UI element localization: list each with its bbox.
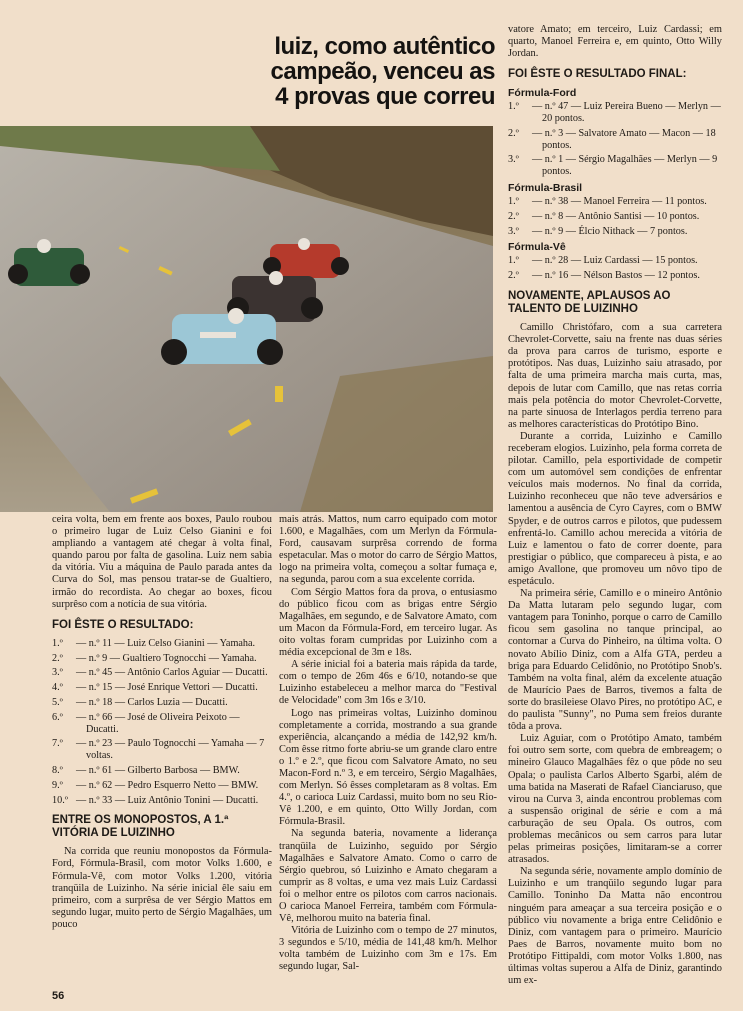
result-text: — n.º 16 — Nélson Bastos — 12 pontos. bbox=[532, 270, 700, 282]
results-title: FOI ÊSTE O RESULTADO: bbox=[52, 618, 194, 631]
result-text: — n.º 9 — Élcio Nithack — 7 pontos. bbox=[532, 225, 688, 237]
result-position: 1.º bbox=[508, 101, 519, 113]
result-position: 2.º bbox=[508, 210, 519, 222]
result-row bbox=[508, 128, 722, 152]
section-aplausos-title: NOVAMENTE, APLAUSOS AO TALENTO DE LUIZINHO bbox=[508, 290, 671, 316]
result-text: — n.º 33 — Luiz Antônio Tonini — Ducatti. bbox=[76, 794, 259, 806]
result-row bbox=[52, 780, 272, 792]
column-2 bbox=[279, 514, 497, 974]
result-position: 7.º bbox=[52, 738, 63, 750]
result-text: — n.º 15 — José Enrique Vettori — Ducatti. bbox=[76, 682, 258, 694]
col2-paragraph: Logo nas primeiras voltas, Luizinho dominou completamente a corrida, mostrando a sua grande experiência, alcançando a média de 142,92 km/h. Com êsse ritmo forte abriu-se um grande claro entre o 1.º e 2.º, que ficou com Salvatore Amato, no seu Macon-Ford n.º 3, e em terceiro, Sérgio Magalhães, com Merlyn. Só êsses completaram as 8 voltas. Em 4.º, o carioca Luiz Cardassi, muito bom no seu Rio-Vê 1.200, e em quinto, Otto Willy Jordan, com Fórmula-Brasil. bbox=[279, 707, 497, 828]
result-text: — n.º 18 — Carlos Luzia — Ducatti. bbox=[76, 696, 228, 708]
result-row bbox=[508, 154, 722, 178]
col3-intro-paragraph: vatore Amato; em terceiro, Luiz Cardassi; em quarto, Manoel Ferreira e, em quinto, Otto Willy Jordan. bbox=[508, 24, 722, 60]
headline-line-2: campeão, venceu as bbox=[270, 58, 495, 85]
result-row bbox=[508, 196, 722, 208]
result-text: — n.º 47 — Luiz Pereira Bueno — Merlyn — 20 pontos. bbox=[532, 101, 721, 125]
result-row bbox=[52, 667, 272, 679]
result-text: — n.º 11 — Luiz Celso Gianini — Yamaha. bbox=[76, 637, 256, 649]
headline bbox=[190, 34, 495, 109]
result-position: 2.º bbox=[508, 127, 519, 139]
final-results-title: FOI ÊSTE O RESULTADO FINAL: bbox=[508, 68, 687, 81]
result-position: 6.º bbox=[52, 711, 63, 723]
result-row bbox=[52, 712, 272, 736]
formula-ford-title: Fórmula-Ford bbox=[508, 87, 577, 100]
result-text: — n.º 23 — Paulo Tognocchi — Yamaha — 7 voltas. bbox=[76, 738, 265, 762]
result-text: — n.º 61 — Gilberto Barbosa — BMW. bbox=[76, 764, 240, 776]
result-position: 3.º bbox=[52, 667, 63, 679]
col2-paragraph: Na segunda bateria, novamente a liderança tranqüila de Luizinho, seguido por Sérgio Magalhães e Salvatore Amato. Como o carro de Sérgio quebrou, só Luizinho e Amato chegaram a cumprir as 8 voltas, e uma vez mais Luiz Cardassi foi o melhor entre os pilotos com carros nacionais. O carioca Manoel Ferreira, também com Fórmula-Vê, melhorou muito na bateria final. bbox=[279, 828, 497, 925]
col2-paragraph: Com Sérgio Mattos fora da prova, o entusiasmo do público ficou com as brigas entre Sérgio Magalhães, em segundo, e de Salvatore Amato, com um Macon da Fórmula-Ford, em terceiro lugar. As oito voltas foram cumpridas por Luizinho com a média excepcional de 3m e 18s. bbox=[279, 586, 497, 659]
result-row bbox=[52, 638, 272, 650]
headline-line-1: luiz, como autêntico bbox=[274, 33, 495, 60]
column-3 bbox=[508, 24, 722, 987]
result-position: 9.º bbox=[52, 779, 63, 791]
col3-paragraph: Camillo Christófaro, com a sua carretera Chevrolet-Corvette, saiu na frente nas duas séries da prova para carros de turismo, esporte e protótipos. Nas duas, Luizinho saiu atrasado, por falta de uma primeira marcha mais curta, mas, depois de lutar com Camillo, que nas retas corria mais pela potência do motor Chevrolet-Corvette, na parte sinuosa de Interlagos perdia terreno para as melhores características do Protótipo Bino. bbox=[508, 322, 722, 430]
col3-paragraph: Luiz Aguiar, com o Protótipo Amato, também foi outro sem sorte, com quebra de embreagem; o mineiro Glauco Magalhães fêz o que pôde no seu Opala; o paulista Carlos Alberto Sgarbi, além de uma batida na Maserati de Rafael Cianciaruso, que virou na Curva 3, ainda encontrou problemas com a suspensão original de série e com a má carburação de seu Opala. Os outros, com problemas mecânicos ou sem carros para lutar pelas primeiras posições, limitaram-se a correr atrasados. bbox=[508, 733, 722, 866]
formula-ve-title: Fórmula-Vê bbox=[508, 241, 566, 254]
formula-brasil-title: Fórmula-Brasil bbox=[508, 182, 583, 195]
col1-monopostos-paragraph: Na corrida que reuniu monopostos da Fórmula-Ford, Fórmula-Brasil, com motor Volks 1.600, e Fórmula-Vê, com motor Volks 1.200, vitória tranqüila de Luizinho. Na série inicial êle saiu em primeiro, com a surprêsa de ver Sérgio Mattos em segundo lugar, muito perto de Sérgio Magalhães, um pouco bbox=[52, 846, 272, 930]
result-row bbox=[508, 270, 722, 282]
result-row bbox=[52, 653, 272, 665]
result-text: — n.º 28 — Luiz Cardassi — 15 pontos. bbox=[532, 255, 698, 267]
page-number: 56 bbox=[52, 990, 65, 1002]
result-row bbox=[52, 765, 272, 777]
result-row bbox=[508, 255, 722, 267]
col3-paragraph: Na primeira série, Camillo e o mineiro Antônio Da Matta lutaram pelo segundo lugar, com vantagem para Toninho, porque o carro de Camillo ficou sem gasolina no tanque principal, ao contornar a Curva do Pinheiro, na última volta. O novato Abílio Diniz, com a Alfa GTA, perdeu a briga para Eduardo Celidônio, no Protótipo Snob's. Também na volta final, além da excelente atuação de Maurício Paes de Barros, tivemos a falta de sorte do brasileiese Olavo Pires, no protótipo AC, e do paulista "Sunny", no Puma sem freios durante tôda a prova. bbox=[508, 588, 722, 733]
column-1 bbox=[52, 514, 272, 931]
result-position: 3.º bbox=[508, 225, 519, 237]
result-row bbox=[52, 738, 272, 762]
result-row bbox=[52, 697, 272, 709]
result-position: 1.º bbox=[508, 255, 519, 267]
result-position: 4.º bbox=[52, 682, 63, 694]
result-position: 1.º bbox=[508, 196, 519, 208]
col2-paragraph: mais atrás. Mattos, num carro equipado com motor 1.600, e Magalhães, com um Merlyn da Fórmula-Ford, causavam surprêsa correndo de forma espetacular. Mas o motor do carro de Sérgio Mattos, logo na primeira volta, começou a soltar fumaça e, na segunda, parou com a sua excelente corrida. bbox=[279, 514, 497, 586]
result-text: — n.º 62 — Pedro Esquerro Netto — BMW. bbox=[76, 779, 259, 791]
result-position: 2.º bbox=[52, 652, 63, 664]
result-row bbox=[52, 795, 272, 807]
result-position: 3.º bbox=[508, 154, 519, 166]
result-position: 1.º bbox=[52, 637, 63, 649]
result-text: — n.º 45 — Antônio Carlos Aguiar — Ducatti. bbox=[76, 667, 268, 679]
result-row bbox=[52, 682, 272, 694]
result-position: 2.º bbox=[508, 270, 519, 282]
result-text: — n.º 8 — Antônio Santisi — 10 pontos. bbox=[532, 210, 700, 222]
result-row bbox=[508, 211, 722, 223]
headline-line-3: 4 provas que correu bbox=[275, 83, 495, 110]
race-photo-illustration bbox=[0, 126, 493, 512]
result-position: 5.º bbox=[52, 696, 63, 708]
result-position: 10.º bbox=[52, 794, 68, 806]
result-text: — n.º 3 — Salvatore Amato — Macon — 18 pontos. bbox=[532, 127, 716, 151]
result-position: 8.º bbox=[52, 764, 63, 776]
result-text: — n.º 1 — Sérgio Magalhães — Merlyn — 9 pontos. bbox=[532, 154, 718, 178]
col2-paragraph: A série inicial foi a bateria mais rápida da tarde, com o tempo de 26m 46s e 6/10, notando-se que Luizinho estabeleceu a melhor marca do "Festival de Velocidade" com 3m 16s e 3/10. bbox=[279, 659, 497, 707]
col1-intro-paragraph: ceira volta, bem em frente aos boxes, Paulo roubou o primeiro lugar de Luiz Celso Gianini e foi ampliando a vantagem até chegar à volta final, quando parou por falta de gasolina. Luiz nem sabia da vitória. Viu a máquina de Paulo parada antes da Curva do Sol, mas pensou tratar-se de Gualtiero, irmão do recordista. Ao chegar ao boxes, ficou surprêso com a notícia de sua vitória. bbox=[52, 514, 272, 610]
race-photo bbox=[0, 126, 493, 512]
race-car-blue bbox=[161, 308, 283, 365]
result-row bbox=[508, 226, 722, 238]
moto-results-list bbox=[52, 638, 272, 807]
result-text: — n.º 38 — Manoel Ferreira — 11 pontos. bbox=[532, 196, 707, 208]
col3-paragraph: Na segunda série, novamente amplo domínio de Luizinho e um tranqüilo segundo lugar para Camillo. Toninho Da Matta não encontrou ninguém para ameaçar a sua terceira posição e o público viu novamente a briga entre Celidônio e Diniz, com vantagem para o primeiro. Maurício Paes de Barros, novamente muito bom no Protótipo Fittipaldi, com motor Volks 1.800, nas últimas voltas superou a Alfa de Diniz, garantindo um ex- bbox=[508, 866, 722, 987]
result-row bbox=[508, 101, 722, 125]
col3-paragraph: Durante a corrida, Luizinho e Camillo receberam elogios. Luizinho, pela forma correta de pilotar. Camillo, pela esportividade de competir com um automóvel sem condições de enfrentar veículos mais modernos. No final da corrida, Luizinho reconheceu que não teve adversários e lamentou a ausência de Cyro Cayres, com o BMW Spyder, e de outros carros e pilotos, que pudessem enfrentá-lo. Camillo achou merecida a vitória de Luiz e lamentou o fato de correr doente, para prestigiar o público, que compareceu à pista, e ao amigo Avallone, que promoveu um nôvo tipo de espetáculo. bbox=[508, 430, 722, 588]
result-text: — n.º 66 — José de Oliveira Peixoto — Ducatti. bbox=[76, 711, 240, 735]
section-monopostos-title: ENTRE OS MONOPOSTOS, A 1.ª VITÓRIA DE LUIZINHO bbox=[52, 814, 229, 840]
col2-paragraph: Vitória de Luizinho com o tempo de 27 minutos, 3 segundos e 5/10, média de 141,48 km/h. Melhor volta também de Luizinho com 3m e 17s. Em segundo lugar, Sal- bbox=[279, 925, 497, 973]
result-text: — n.º 9 — Gualtiero Tognocchi — Yamaha. bbox=[76, 652, 257, 664]
